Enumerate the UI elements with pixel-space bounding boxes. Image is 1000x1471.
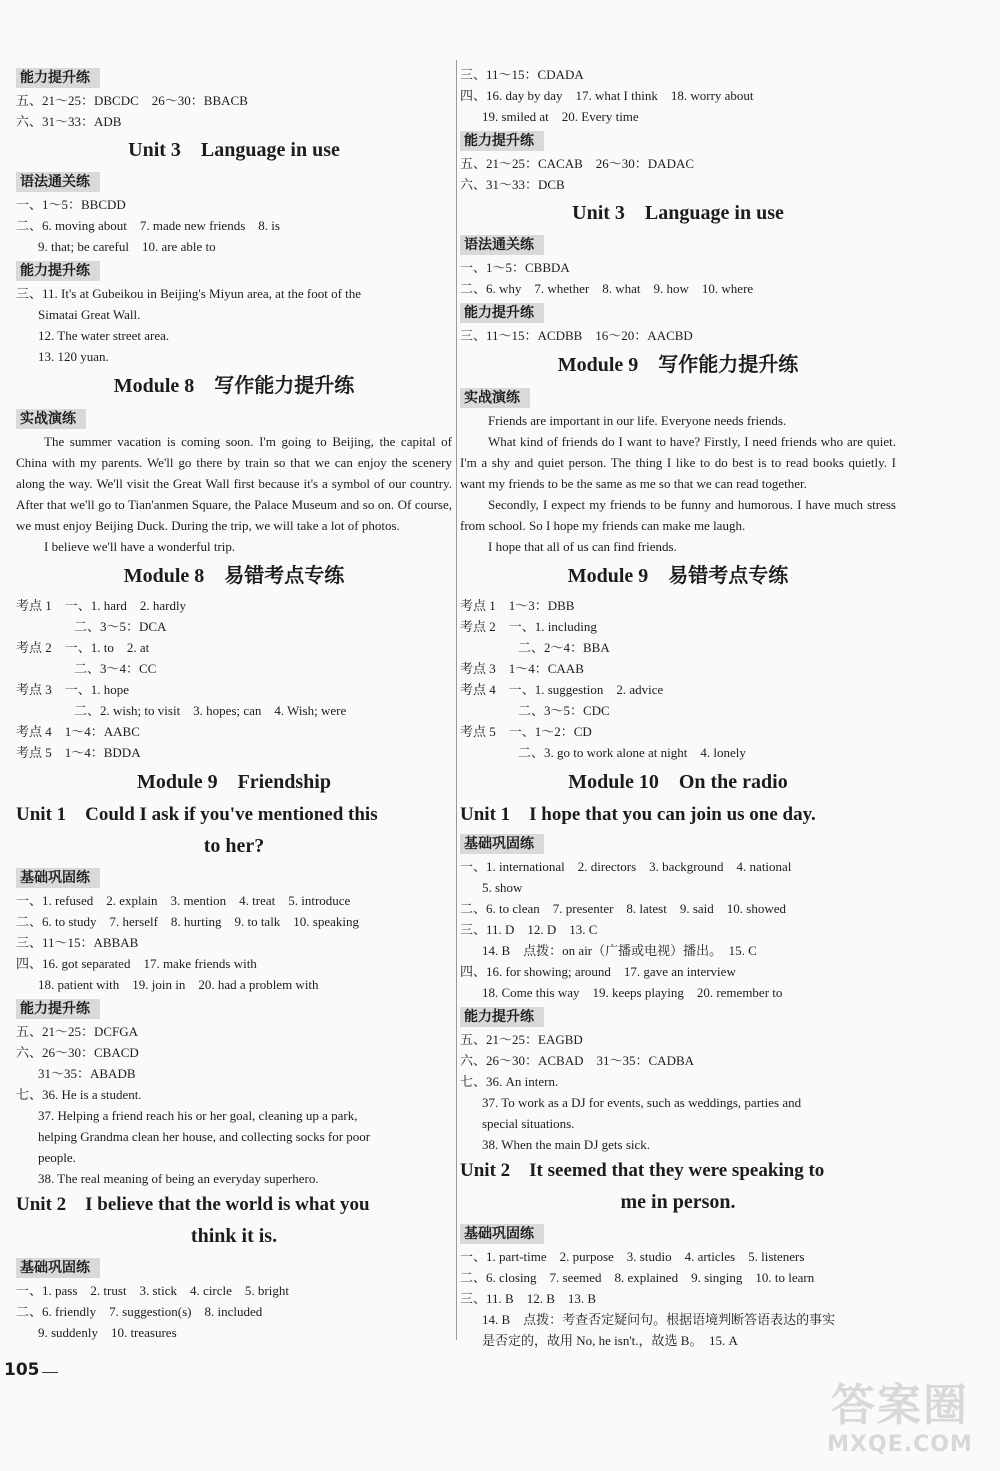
answer-line: 考点 5 一、1～2：CD [460, 724, 592, 739]
section-row [460, 127, 896, 153]
answer-line: 五、21～25：DCFGA [16, 1024, 139, 1039]
essay-paragraph: Friends are important in our life. Everyone needs friends. [488, 413, 787, 428]
answer-line: people. [38, 1150, 76, 1165]
answer-line: 五、21～25：DBCDC 26～30：BBACB [16, 93, 248, 108]
answer-line: 四、16. got separated 17. make friends with [16, 956, 257, 971]
section-row [16, 864, 452, 890]
answer-line: 考点 4 1～4：AABC [16, 724, 140, 739]
answer-line: 考点 1 1～3：DBB [460, 598, 575, 613]
section-label: 基础巩固练 [16, 868, 100, 888]
answer-line: 一、1. refused 2. explain 3. mention 4. treat 5. introduce [16, 893, 351, 908]
answer-line: 一、1～5：BBCDD [16, 197, 126, 212]
section-label: 实战演练 [16, 409, 86, 429]
section-label: 实战演练 [460, 388, 530, 408]
answer-line: 二、6. moving about 7. made new friends 8. is [16, 218, 280, 233]
section-row [460, 384, 896, 410]
answer-line: 四、16. for showing; around 17. gave an interview [460, 964, 736, 979]
answer-line: 三、11. D 12. D 13. C [460, 922, 598, 937]
section-row [16, 405, 452, 431]
section-label: 语法通关练 [460, 235, 544, 255]
section-label: 语法通关练 [16, 172, 100, 192]
answer-line: 38. When the main DJ gets sick. [482, 1137, 651, 1152]
answer-line: 19. smiled at 20. Every time [482, 109, 639, 124]
answer-line: 一、1. international 2. directors 3. background 4. national [460, 859, 792, 874]
answer-line: 二、3. go to work alone at night 4. lonely [518, 745, 746, 760]
answer-line: 12. The water street area. [38, 328, 170, 343]
section-row [16, 995, 452, 1021]
section-label: 能力提升练 [16, 999, 100, 1019]
module-heading: Module 9 易错考点专练 [567, 565, 789, 587]
answer-line: 考点 1 一、1. hard 2. hardly [16, 598, 187, 613]
section-label: 能力提升练 [460, 1007, 544, 1027]
page-number: 105 [4, 1360, 40, 1380]
section-label: 基础巩固练 [16, 1258, 100, 1278]
answer-line: 三、11～15：ACDBB 16～20：AACBD [460, 328, 693, 343]
watermark-mark: 答案圈 [831, 1380, 969, 1431]
right-column [460, 64, 896, 1351]
answer-line: 六、26～30：CBACD [16, 1045, 139, 1060]
watermark-logo [810, 1380, 990, 1466]
unit-heading: Unit 2 I believe that the world is what you [16, 1194, 370, 1215]
answer-line: 二、3～5：DCA [74, 619, 167, 634]
answer-line: 考点 3 一、1. hope [16, 682, 130, 697]
answer-line: 37. Helping a friend reach his or her goal, cleaning up a park, [38, 1108, 358, 1123]
answer-line: 三、11～15：ABBAB [16, 935, 139, 950]
answer-line: 考点 2 一、1. to 2. at [16, 640, 150, 655]
section-row [16, 168, 452, 194]
answer-line: 六、26～30：ACBAD 31～35：CADBA [460, 1053, 695, 1068]
section-label: 能力提升练 [16, 261, 100, 281]
answer-line: 31～35：ABADB [38, 1066, 136, 1081]
essay-paragraph: Secondly, I expect my friends to be funny and humorous. I have much stress from school. So I hope my friends can make me laugh. [460, 497, 896, 533]
section-label: 能力提升练 [16, 68, 100, 88]
section-row [16, 64, 452, 90]
answer-line: 二、3～5：CDC [518, 703, 610, 718]
answer-line: 考点 3 1～4：CAAB [460, 661, 584, 676]
essay-paragraph: The summer vacation is coming soon. I'm going to Beijing, the capital of China with my parents. We'll go there by train so that we can enjoy the scenery along the way. We'll visit the Great Wall first because it's a symbol of our country. After that we'll go to Tian'anmen Square, the Palace Museum and so on. Of course, we must enjoy Beijing Duck. During the trip, we will take a lot of photos. [16, 434, 452, 533]
section-row [460, 1003, 896, 1029]
answer-line: 二、3～4：CC [74, 661, 157, 676]
answer-line: 14. B 点拨：考查否定疑问句。根据语境判断答语表达的事实 [482, 1312, 836, 1327]
answer-line: 五、21～25：EAGBD [460, 1032, 583, 1047]
answer-line: 二、6. closing 7. seemed 8. explained 9. singing 10. to learn [460, 1270, 815, 1285]
answer-line: 七、36. He is a student. [16, 1087, 142, 1102]
unit-heading: Unit 1 I hope that you can join us one day. [460, 804, 816, 825]
watermark-site: MXQE.COM [827, 1432, 973, 1457]
section-row [460, 231, 896, 257]
answer-line: 9. that; be careful 10. are able to [38, 239, 216, 254]
answer-line: 是否定的，故用 No, he isn't.，故选 B。 15. A [482, 1333, 738, 1348]
module-heading: Module 8 易错考点专练 [123, 565, 345, 587]
unit-heading: to her? [203, 835, 265, 857]
answer-line: 一、1～5：CBBDA [460, 260, 570, 275]
answer-line: 考点 5 1～4：BDDA [16, 745, 141, 760]
answer-line: 五、21～25：CACAB 26～30：DADAC [460, 156, 695, 171]
column-divider [456, 60, 457, 1340]
unit-heading: think it is. [190, 1225, 278, 1247]
answer-line: 一、1. part-time 2. purpose 3. studio 4. articles 5. listeners [460, 1249, 805, 1264]
unit-heading: Unit 1 Could I ask if you've mentioned this [16, 804, 378, 825]
answer-line: 5. show [482, 880, 523, 895]
answer-line: 二、6. friendly 7. suggestion(s) 8. included [16, 1304, 263, 1319]
section-label: 能力提升练 [460, 131, 544, 151]
answer-line: helping Grandma clean her house, and collecting socks for poor [38, 1129, 371, 1144]
essay-paragraph: What kind of friends do I want to have? Firstly, I need friends who are quiet. I'm a shy and quiet person. The thing I like to do best is to read books quietly. I want my friends to be the same as me so that we can read together. [460, 434, 896, 491]
answer-line: 三、11～15：CDADA [460, 67, 584, 82]
section-row [460, 299, 896, 325]
module-heading: Module 9 Friendship [137, 771, 331, 793]
section-label: 能力提升练 [460, 303, 544, 323]
section-row [16, 1254, 452, 1280]
unit-heading: me in person. [620, 1191, 736, 1213]
section-label: 基础巩固练 [460, 1224, 544, 1244]
answer-line: 18. Come this way 19. keeps playing 20. remember to [482, 985, 783, 1000]
answer-line: 38. The real meaning of being an everyday superhero. [38, 1171, 319, 1186]
answer-line: 14. B 点拨：on air（广播或电视）播出。 15. C [482, 943, 757, 958]
section-label: 基础巩固练 [460, 834, 544, 854]
answer-line: Simatai Great Wall. [38, 307, 141, 322]
section-row [16, 257, 452, 283]
answer-line: 三、11. It's at Gubeikou in Beijing's Miyun area, at the foot of the [16, 286, 362, 301]
answer-line: 考点 4 一、1. suggestion 2. advice [460, 682, 664, 697]
unit-heading: Unit 3 Language in use [572, 202, 784, 224]
answer-line: 四、16. day by day 17. what I think 18. worry about [460, 88, 754, 103]
answer-line: 二、2. wish; to visit 3. hopes; can 4. Wish; were [74, 703, 347, 718]
answer-line: 三、11. B 12. B 13. B [460, 1291, 597, 1306]
answer-line: 二、6. to study 7. herself 8. hurting 9. to talk 10. speaking [16, 914, 360, 929]
answer-line: 七、36. An intern. [460, 1074, 559, 1089]
unit-heading: Unit 2 It seemed that they were speaking to [460, 1160, 825, 1181]
answer-line: 18. patient with 19. join in 20. had a problem with [38, 977, 319, 992]
section-row [460, 1220, 896, 1246]
answer-line: 考点 2 一、1. including [460, 619, 597, 634]
essay-paragraph: I believe we'll have a wonderful trip. [44, 539, 236, 554]
answer-line: 37. To work as a DJ for events, such as weddings, parties and [482, 1095, 802, 1110]
answer-line: 二、2～4：BBA [518, 640, 610, 655]
module-heading: Module 10 On the radio [568, 771, 788, 793]
answer-line: 六、31～33：ADB [16, 114, 122, 129]
essay-paragraph: I hope that all of us can find friends. [488, 539, 677, 554]
section-row [460, 830, 896, 856]
answer-line: special situations. [482, 1116, 575, 1131]
answer-line: 13. 120 yuan. [38, 349, 109, 364]
answer-line: 一、1. pass 2. trust 3. stick 4. circle 5. bright [16, 1283, 289, 1298]
answer-line: 六、31～33：DCB [460, 177, 565, 192]
answer-line: 二、6. why 7. whether 8. what 9. how 10. where [460, 281, 754, 296]
module-heading: Module 8 写作能力提升练 [113, 375, 355, 397]
page-number-rule [42, 1372, 58, 1373]
answer-line: 二、6. to clean 7. presenter 8. latest 9. said 10. showed [460, 901, 787, 916]
answer-line: 9. suddenly 10. treasures [38, 1325, 177, 1340]
unit-heading: Unit 3 Language in use [128, 139, 340, 161]
left-column [16, 64, 452, 1343]
module-heading: Module 9 写作能力提升练 [557, 354, 799, 376]
